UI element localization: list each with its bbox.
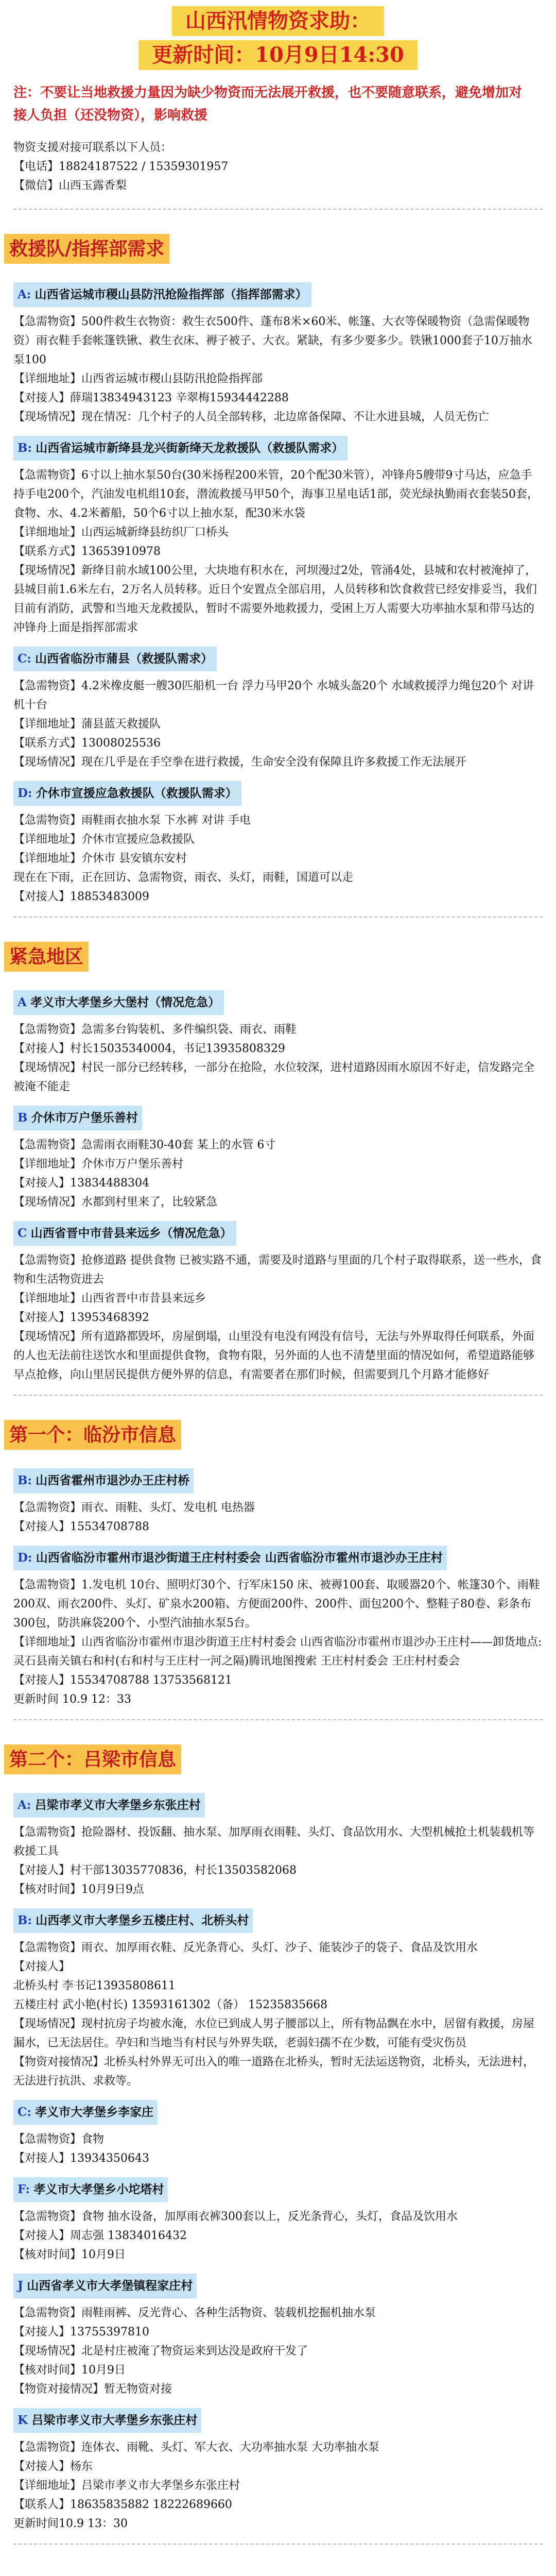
card-line: 【对接人】15534708788 13753568121 (13, 1674, 232, 1687)
card-line: 【急需物资】抢修道路 提供食物 已被实路不通，需要及时道路与里面的几个村子取得联系，送一些水，食物和生活物资进去 (13, 1254, 542, 1286)
card-title-text: 山西省晋中市昔县来远乡（情况危急） (30, 1226, 232, 1240)
section-header: 救援队/指挥部需求 (4, 234, 169, 264)
request-card (13, 2091, 543, 2168)
section-header: 第一个：临汾市信息 (4, 1420, 181, 1450)
card-prefix: B: (18, 1473, 32, 1487)
card-title-text: 孝义市大孝堡乡小坨塔村 (33, 2182, 164, 2196)
card-prefix: C: (18, 652, 31, 666)
card-title (13, 436, 348, 461)
card-line: 【物资对接情况】暂无物资对接 (13, 2383, 172, 2396)
card-line: 【急需物资】6寸以上抽水泵50台(30米扬程200米管，20个配30米管），冲锋舟5艘带9寸马达，应急手持手电200个，汽油发电机组10套，潜流救援马甲50个，海事卫星电话1部，荧光绿执勤雨衣套装50套，食物、水、4.2米蓄船，50个6寸以上抽水泵，配30米水袋 (13, 469, 538, 520)
card-line: 【急需物资】抢险器材、投饭翻、抽水泵、加厚雨衣雨鞋、头灯、食品饮用水、大型机械抢土机装载机等救援工具 (13, 1826, 535, 1858)
section-divider (13, 1719, 543, 1721)
card-line: 【核对时间】10月9日9点 (13, 1883, 144, 1896)
card-line: 【对接人】 (13, 1960, 71, 1973)
request-card (13, 2264, 543, 2399)
title-block (0, 0, 556, 72)
card-line: 【详细地址】山西省晋中市昔县来远乡 (13, 1292, 206, 1305)
card-line: 北桥头村 李书记13935808611 (13, 1979, 176, 1992)
card-title-text: 山西省运城市稷山县防汛抢险指挥部（指挥部需求） (34, 287, 307, 301)
contact-block (13, 138, 543, 195)
section-divider (13, 1395, 543, 1396)
request-card (13, 427, 543, 637)
card-line: 【对接人】13953468392 (13, 1311, 149, 1324)
card-title (13, 781, 241, 806)
card-line: 【急需物资】500件救生衣物资：救生衣500件、蓬布8米×60米、帐篷、大衣等保暖物资（急需保暖物资）雨衣鞋手套帐篷铁锹、救生衣床、褥子被子、大衣。紧缺，有多少要多少。铁锹1000套子10万抽水泵100 (13, 315, 532, 366)
card-prefix: B: (18, 441, 32, 455)
sections-container (0, 221, 556, 2545)
request-card (13, 1536, 543, 1709)
card-line: 【现场情况】新绛目前水域100公里，大块地有积水在，河坝漫过2处，管涌4处，县城和农村被淹掉了，县城目前1.6米左右，2万名人员转移。近日个安置点全部启用，人员转移和饮食救营已经安排妥当，我们目前有消防，武警和当地天龙救援队，暂时不需要外地救援力，受困上万人需要大功率抽水泵和带马达的冲锋舟上面是指挥部需求 (13, 564, 537, 634)
card-title-text: 山西省临汾市蒲县（救援队需求） (35, 652, 213, 666)
card-line: 【急需物资】急需多台钩装机、多件编织袋、雨衣、雨鞋 (13, 1023, 297, 1036)
card-line: 【物资对接情况】北桥头村外界无可出入的唯一道路在北桥头，暂时无法运送物资，北桥头，无法进村，无法进行抗洪、求救等。 (13, 2056, 535, 2088)
card-line: 【现场情况】村民一部分已经转移，一部分在抢险，水位较深，进村道路因雨水原因不好走，信发路完全被淹不能走 (13, 1061, 535, 1093)
card-line: 现在在下雨，正在回访、急需物资，雨衣、头灯，雨鞋，国道可以走 (13, 871, 354, 884)
card-line: 【详细地址】介休市万户堡乐善村 (13, 1158, 184, 1171)
card-title (13, 2177, 168, 2202)
card-line: 更新时间10.9 13：30 (13, 2517, 128, 2530)
card-line: 【对接人】村干部13035770836，村长13503582068 (13, 1864, 297, 1877)
card-prefix: D: (18, 786, 32, 800)
card-title-text: 介休市万户堡乐善村 (31, 1111, 138, 1125)
request-card (13, 273, 543, 427)
card-prefix: C (18, 1226, 27, 1240)
card-line: 【急需物资】连体衣、雨靴、头灯、军大衣、大功率抽水泵 大功率抽水泵 (13, 2441, 379, 2454)
contact-phone: 【电话】18824187522 / 15359301957 (13, 160, 229, 173)
contact-wechat: 【微信】山西玉露香梨 (13, 179, 127, 192)
card-line: 【核对时间】10月9日 (13, 2364, 126, 2377)
card-line: 【联系人】18635835882 18222689660 (13, 2498, 232, 2511)
card-title (13, 1908, 253, 1933)
request-card (13, 981, 543, 1096)
card-line: 【对接人】杨东 (13, 2460, 93, 2473)
card-line: 【对接人】13834488304 (13, 1177, 149, 1190)
request-card (13, 1899, 543, 2091)
card-line: 【急需物资】食物 抽水设备，加厚雨衣裤300套以上，反光条背心，头灯，食品及饮用水 (13, 2210, 458, 2223)
card-title-text: 孝义市大孝堡乡大堡村（情况危急） (30, 995, 220, 1009)
request-card (13, 772, 543, 906)
card-prefix: A (18, 995, 27, 1009)
card-line: 【现场情况】水都到村里来了，比较紧急 (13, 1196, 218, 1209)
card-line: 【急需物资】雨衣、加厚雨衣鞋、反光条背心、头灯、沙子、能装沙子的袋子、食品及饮用水 (13, 1941, 478, 1954)
card-prefix: D: (18, 1551, 32, 1565)
card-prefix: F: (18, 2182, 30, 2196)
request-card (13, 2168, 543, 2264)
section-header: 紧急地区 (4, 942, 89, 972)
card-line: 【核对时间】10月9日 (13, 2248, 126, 2261)
card-line: 【现场情况】现村抗房子均被水淹，水位已到成人男子腰部以上，所有物品飘在水中，居留有救援，房屋漏水，已无法居住。孕妇和当地当有村民与外界失联，老弱妇孺不在少数，可能有受灾伤员 (13, 2018, 535, 2049)
card-title-text: 吕梁市孝义市大孝堡乡东张庄村 (31, 2413, 198, 2427)
card-line: 【联系方式】13008025536 (13, 737, 161, 750)
card-line: 【急需物资】食物 (13, 2133, 105, 2146)
section-divider (13, 917, 543, 918)
section-header: 第二个：吕梁市信息 (4, 1744, 181, 1774)
divider (13, 209, 543, 210)
card-line: 【对接人】薛瑞13834943123 辛翠梅15934442288 (13, 392, 289, 404)
card-line: 【现场情况】现在几乎是在手空拳在进行救援，生命安全没有保障且许多救援工作无法展开 (13, 756, 467, 769)
card-prefix: A: (18, 287, 31, 301)
card-title (13, 647, 217, 671)
card-line: 【急需物资】4.2米橡皮艇一艘30匹船机一台 浮力马甲20个 水城头盔20个 水域救援浮力绳包20个 对讲机十台 (13, 680, 534, 711)
request-card (13, 2399, 543, 2533)
card-title (13, 1546, 447, 1570)
card-line: 【急需物资】急需雨衣雨鞋30-40套 某上的水管 6寸 (13, 1139, 276, 1151)
card-title (13, 282, 311, 307)
card-line: 【详细地址】山西省临汾市霍州市退沙街道王庄村村委会 山西省临汾市霍州市退沙办王庄村——卸货地点:灵石县南关镇右和村(右和村与王庄村一河之隔)腾讯地图搜索 王庄村村委会 王庄村村委会 (13, 1636, 542, 1668)
card-prefix: K (18, 2413, 28, 2427)
page-title: 山西汛情物资求助： (172, 6, 384, 36)
card-title (13, 2408, 201, 2433)
card-title-text: 山西省临汾市霍州市退沙街道王庄村村委会 山西省临汾市霍州市退沙办王庄村 (36, 1551, 443, 1565)
update-time: 更新时间：10月9日14:30 (138, 40, 418, 70)
card-line: 【急需物资】雨鞋雨衣抽水泵 下水裤 对讲 手电 (13, 814, 251, 827)
card-line: 【详细地址】蒲县蓝天救援队 (13, 718, 161, 731)
card-title (13, 2274, 197, 2298)
card-title-text: 山西省运城市新绛县龙兴街新绛天龙救援队（救援队需求） (36, 441, 344, 455)
card-line: 【详细地址】山西运城新绛县纺织厂口桥头 (13, 526, 229, 539)
card-prefix: B (18, 1111, 28, 1125)
card-line: 【对接人】村长15035340004，书记13935808329 (13, 1042, 285, 1055)
card-line: 【联系方式】13653910978 (13, 545, 161, 558)
card-title-text: 山西省孝义市大孝堡镇程家庄村 (27, 2279, 193, 2293)
card-line: 更新时间 10.9 12：33 (13, 1693, 131, 1706)
card-prefix: A: (18, 1798, 31, 1812)
card-line: 【急需物资】雨鞋雨裤、反光背心、各种生活物资、装载机挖掘机抽水泵 (13, 2307, 376, 2319)
card-title-text: 孝义市大孝堡乡李家庄 (35, 2105, 154, 2119)
request-card (13, 1784, 543, 1899)
card-line: 【对接人】13934350643 (13, 2152, 149, 2165)
card-line: 【对接人】15534708788 (13, 1520, 149, 1533)
card-title (13, 2100, 158, 2125)
card-line: 【详细地址】介休市宣援应急救援队 (13, 833, 195, 846)
card-title (13, 1793, 205, 1818)
card-title (13, 1468, 194, 1493)
card-title (13, 990, 224, 1015)
card-title (13, 1106, 142, 1130)
card-line: 【对接人】18853483009 (13, 890, 149, 903)
card-line: 【现场情况】北是村庄被淹了物资运来到达没是政府干发了 (13, 2345, 308, 2358)
card-prefix: C: (18, 2105, 31, 2119)
request-card (13, 637, 543, 772)
card-line: 【对接人】13755397810 (13, 2326, 149, 2338)
card-title (13, 1221, 236, 1246)
contact-line: 物资支援对接可联系以下人员： (13, 141, 172, 154)
request-card (13, 1459, 543, 1536)
card-line: 【现场情况】所有道路都毁坏，房屋倒塌，山里没有电没有网没有信号，无法与外界取得任何联系，外面的人也无法前往送饮水和里面提供食物，食物有限，另外面的人也不清楚里面的情况如何，希望道路能够早点抢修，向山里居民提供方便外界的信息，有需要者在那们时候，但需要到几个月路才能修好 (13, 1330, 535, 1381)
section-divider (13, 2544, 543, 2545)
card-title-text: 山西孝义市大孝堡乡五楼庄村、北桥头村 (36, 1913, 249, 1927)
card-line: 【详细地址】山西省运城市稷山县防汛抢险指挥部 (13, 372, 263, 385)
card-title-text: 介休市宣援应急救援队（救援队需求） (36, 786, 237, 800)
request-card (13, 1212, 543, 1384)
card-line: 五楼庄村 武小艳(村长) 13593161302（备） 15235835668 (13, 1998, 328, 2011)
card-line: 【现场情况】现在情况：几个村子的人员全部转移，北边席备保障、不让水进县城，人员无伤亡 (13, 411, 490, 423)
card-line: 【详细地址】吕梁市孝义市大孝堡乡东张庄村 (13, 2479, 240, 2492)
notice-text: 注：不要让当地救援力量因为缺少物资而无法展开救援，也不要随意联系，避免增加对接人负担（还没物资），影响救援 (13, 85, 523, 123)
card-title-text: 山西省霍州市退沙办王庄村桥 (36, 1473, 190, 1487)
card-line: 【急需物资】1.发电机 10台、照明灯30个、行军床150 床、被褥100套、取暖器20个、帐篷30个、雨鞋200双、雨衣200件、头灯、矿泉水200箱、方便面200件、200件、面包200个、整鞋子80卷、彩条布300包，防洪麻袋200个、小型汽油抽水泵5台。 (13, 1579, 540, 1630)
card-prefix: J (18, 2279, 23, 2293)
card-line: 【详细地址】介休市 县安镇东安村 (13, 852, 187, 865)
card-prefix: B: (18, 1913, 32, 1927)
card-title-text: 吕梁市孝义市大孝堡乡东张庄村 (34, 1798, 201, 1812)
card-line: 【急需物资】雨衣、雨鞋、头灯、发电机 电热器 (13, 1501, 255, 1514)
request-card (13, 1096, 543, 1212)
card-line: 【对接人】周志强 13834016432 (13, 2229, 187, 2242)
